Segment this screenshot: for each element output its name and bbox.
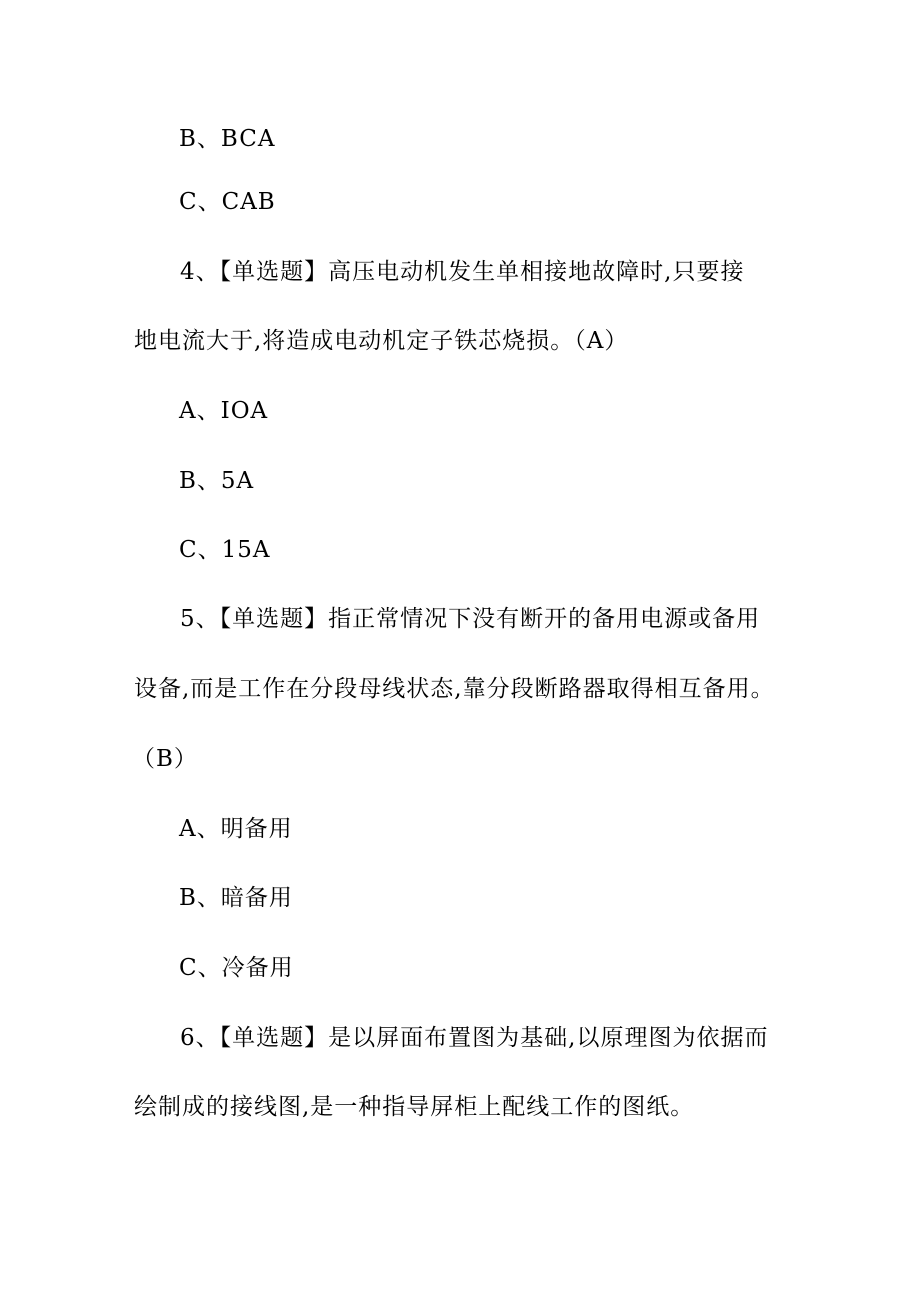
q5-question-line2: 设备,而是工作在分段母线状态,靠分段断路器取得相互备用。 — [134, 676, 775, 702]
q5-option-a: A、明备用 — [179, 816, 293, 842]
q5-question-line3: （B） — [132, 746, 198, 772]
q4-option-c: C、15A — [179, 537, 271, 563]
q3-option-c: C、CAB — [179, 189, 276, 215]
q5-option-b: B、暗备用 — [179, 885, 293, 911]
q4-option-b: B、5A — [179, 468, 255, 494]
q4-option-a: A、IOA — [179, 398, 269, 424]
q6-question-line2: 绘制成的接线图,是一种指导屏柜上配线工作的图纸。 — [134, 1094, 695, 1120]
q5-option-c: C、冷备用 — [179, 955, 294, 981]
q6-question-line1: 6、【单选题】是以屏面布置图为基础,以原理图为依据而 — [180, 1025, 769, 1051]
q4-question-line1: 4、【单选题】高压电动机发生单相接地故障时,只要接 — [180, 259, 745, 285]
q3-option-b: B、BCA — [179, 126, 276, 152]
q4-question-line2: 地电流大于,将造成电动机定子铁芯烧损。（A） — [134, 328, 629, 354]
q5-question-line1: 5、【单选题】指正常情况下没有断开的备用电源或备用 — [180, 606, 761, 632]
